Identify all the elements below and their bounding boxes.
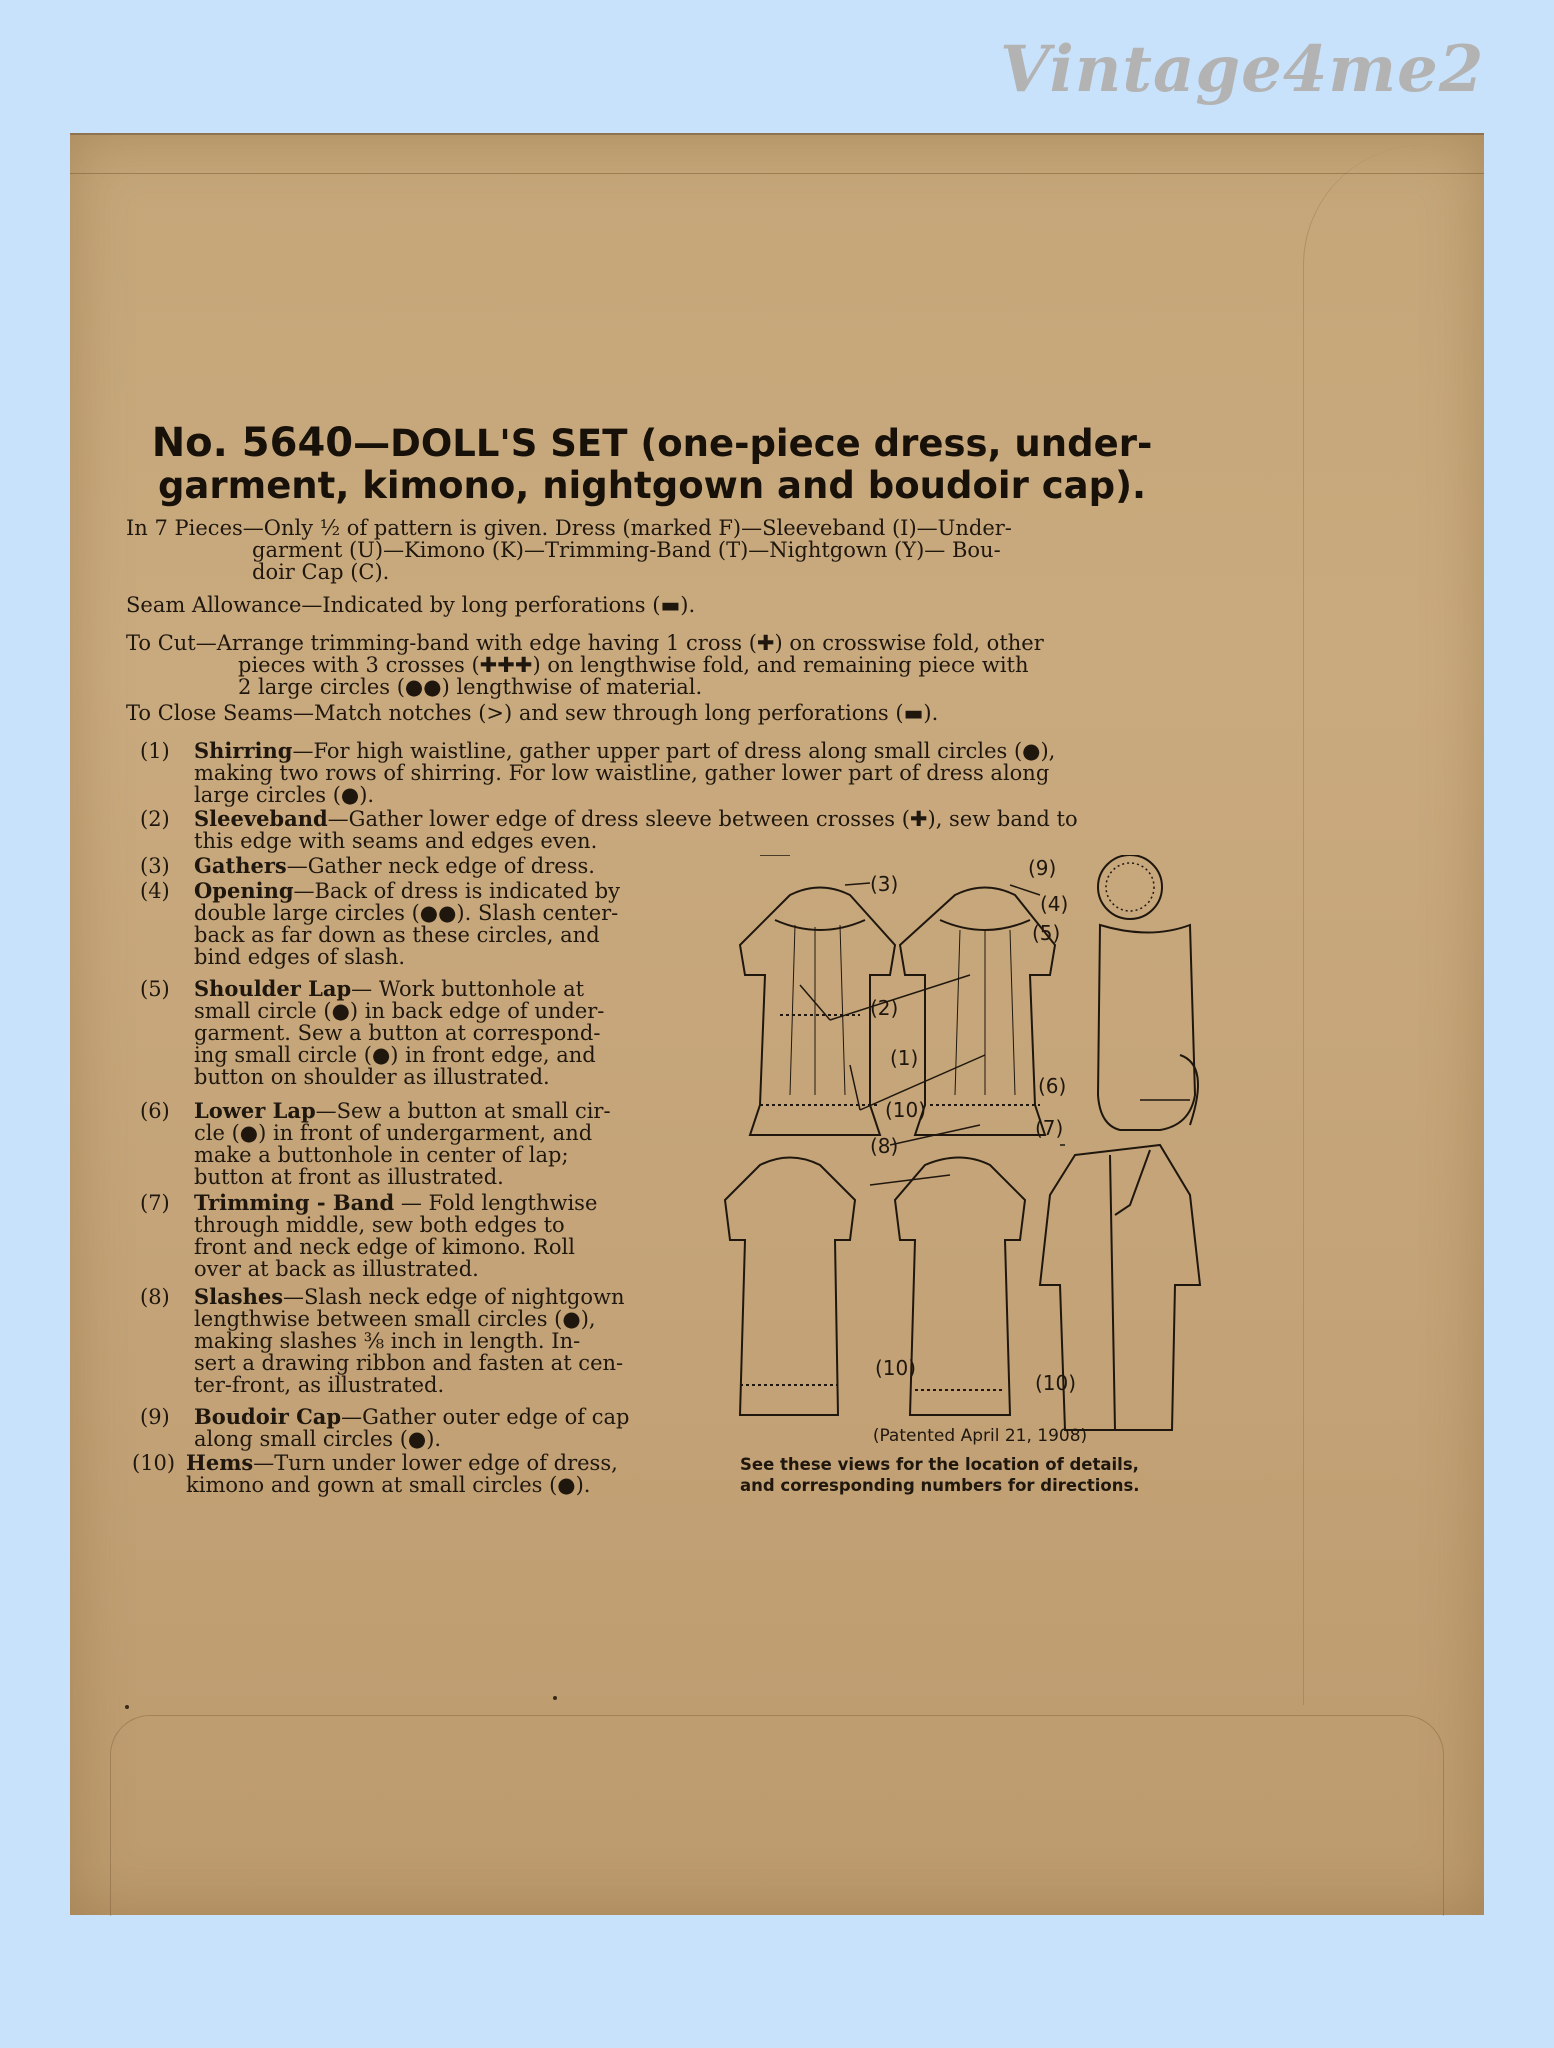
instruction-label: Opening	[194, 878, 294, 903]
instruction-line-text: kimono and gown at small circles (●).	[186, 1473, 591, 1497]
instruction-line	[194, 830, 1238, 852]
instruction-line	[194, 1374, 718, 1396]
pieces-line: garment (U)—Kimono (K)—Trimming-Band (T)—Nightgown (Y)— Bou-	[252, 538, 1001, 562]
instruction-line-text: —Gather outer edge of cap	[341, 1405, 630, 1429]
figure-caption	[740, 1454, 1230, 1496]
instruction-line	[194, 1066, 718, 1088]
instruction-number: (6)	[140, 1099, 170, 1123]
instruction-number: (3)	[140, 854, 170, 878]
instruction-text	[194, 1192, 718, 1280]
instruction-line-text: ing small circle (●) in front edge, and	[194, 1043, 596, 1067]
figure-label: (7)	[1035, 1116, 1064, 1140]
instruction-line-text: over at back as illustrated.	[194, 1257, 479, 1281]
instruction-line-text: — Fold lengthwise	[394, 1191, 598, 1215]
instruction-line	[194, 740, 1238, 762]
instruction-text	[194, 1406, 718, 1450]
instruction-label: Hems	[186, 1450, 254, 1475]
instruction-line-text: through middle, sew both edges to	[194, 1213, 565, 1237]
bottom-flap-crease	[110, 1715, 1444, 1916]
instruction-line	[194, 1406, 718, 1428]
instruction-line	[194, 1236, 718, 1258]
instruction-line	[194, 978, 718, 1000]
instruction-line	[194, 762, 1238, 784]
instruction-line-text: small circle (●) in back edge of under-	[194, 999, 605, 1023]
instruction-line	[194, 1122, 718, 1144]
instruction-line-text: —Slash neck edge of nightgown	[283, 1285, 625, 1309]
to-cut-line: 2 large circles (●●) lengthwise of material.	[238, 675, 703, 699]
instruction-text	[194, 740, 1238, 806]
instruction-number: (10)	[132, 1451, 176, 1475]
instruction-line-text: —For high waistline, gather upper part of dress along small circles (●),	[292, 739, 1056, 763]
instruction-line	[194, 1000, 718, 1022]
instruction-line	[194, 1044, 718, 1066]
instruction-line	[186, 1452, 710, 1474]
pieces-line: In 7 Pieces—Only ½ of pattern is given. Dress (marked F)—Sleeveband (I)—Under-	[126, 516, 1012, 540]
caption-line: and corresponding numbers for directions.	[740, 1476, 1140, 1495]
instruction-text	[194, 1286, 718, 1396]
instruction-line-text: button at front as illustrated.	[194, 1165, 504, 1189]
pattern-number: No. 5640	[151, 420, 354, 466]
instruction-line-text: cle (●) in front of undergarment, and	[194, 1121, 593, 1145]
paper-speck	[553, 1696, 557, 1700]
instruction-line-text: lengthwise between small circles (●),	[194, 1307, 596, 1331]
instruction-label: Lower Lap	[194, 1098, 316, 1123]
instruction-label: Slashes	[194, 1284, 284, 1309]
figure-label: (8)	[870, 1134, 899, 1158]
instruction-line-text: large circles (●).	[194, 783, 375, 807]
instruction-number: (1)	[140, 739, 170, 763]
instruction-line-text: button on shoulder as illustrated.	[194, 1065, 550, 1089]
instruction-line	[194, 855, 718, 877]
instruction-line	[194, 946, 718, 968]
instruction-line	[194, 1308, 718, 1330]
figure-label: (1)	[890, 1046, 919, 1070]
figure-label: (5)	[1032, 921, 1061, 945]
figure-label: (6)	[1038, 1074, 1067, 1098]
instruction-line	[194, 1428, 718, 1450]
instruction-line	[194, 880, 718, 902]
instruction-line-text: —Gather neck edge of dress.	[286, 854, 595, 878]
instruction-line-text: double large circles (●●). Slash center-	[194, 901, 619, 925]
paper-speck	[125, 1705, 129, 1709]
pattern-illustration	[720, 855, 1240, 1445]
figure-label: (9)	[1028, 856, 1057, 880]
watermark-logo: Vintage4me2	[1000, 32, 1485, 107]
instruction-line-text: — Work buttonhole at	[351, 977, 585, 1001]
caption-line: See these views for the location of details,	[740, 1455, 1139, 1474]
instruction-line-text: —Gather lower edge of dress sleeve between crosses (✚), sew band to	[327, 807, 1078, 831]
to-cut-line: To Cut—Arrange trimming-band with edge having 1 cross (✚) on crosswise fold, other	[126, 631, 1044, 655]
side-fold-crease	[1303, 145, 1484, 1705]
instruction-line-text: —Sew a button at small cir-	[315, 1099, 611, 1123]
instruction-text	[186, 1452, 710, 1496]
instruction-label: Shoulder Lap	[194, 976, 352, 1001]
instruction-label: Trimming - Band	[194, 1190, 395, 1215]
instruction-line	[194, 1352, 718, 1374]
instruction-label: Boudoir Cap	[194, 1404, 342, 1429]
instruction-label: Shirring	[194, 738, 293, 763]
boudoir-cap-drawing	[1098, 855, 1162, 919]
instruction-text	[194, 880, 718, 968]
instruction-line-text: make a buttonhole in center of lap;	[194, 1143, 569, 1167]
figure-label: (4)	[1040, 892, 1069, 916]
instruction-line	[186, 1474, 710, 1496]
instruction-line	[194, 1258, 718, 1280]
instruction-line-text: garment. Sew a button at correspond-	[194, 1021, 601, 1045]
instruction-line	[194, 1166, 718, 1188]
instruction-line-text: —Back of dress is indicated by	[293, 879, 621, 903]
instruction-line-text: front and neck edge of kimono. Roll	[194, 1235, 575, 1259]
instruction-line-text: ter-front, as illustrated.	[194, 1373, 445, 1397]
instruction-text	[194, 978, 718, 1088]
instruction-line	[194, 1330, 718, 1352]
instruction-line	[194, 1022, 718, 1044]
instruction-line-text: this edge with seams and edges even.	[194, 829, 598, 853]
figure-label: (10)	[885, 1098, 927, 1122]
instruction-label: Sleeveband	[194, 806, 328, 831]
instruction-line	[194, 1144, 718, 1166]
figure-label: (10)	[875, 1356, 917, 1380]
figure-label: (10)	[1035, 1371, 1077, 1395]
instruction-line	[194, 1286, 718, 1308]
instruction-text	[194, 855, 718, 877]
top-flap-crease	[70, 173, 1484, 174]
instruction-text	[194, 808, 1238, 852]
instruction-number: (4)	[140, 879, 170, 903]
figure-label: (2)	[870, 996, 899, 1020]
instruction-line-text: bind edges of slash.	[194, 945, 406, 969]
title-text: —DOLL'S SET (one-piece dress, under-garment, kimono, nightgown and boudoir cap).	[157, 422, 1153, 507]
instruction-text	[194, 1100, 718, 1188]
instruction-line-text: sert a drawing ribbon and fasten at cen-	[194, 1351, 624, 1375]
instruction-number: (8)	[140, 1285, 170, 1309]
instruction-line-text: —Turn under lower edge of dress,	[253, 1451, 618, 1475]
instruction-line	[194, 784, 1238, 806]
instruction-line	[194, 902, 718, 924]
instruction-number: (7)	[140, 1191, 170, 1215]
page-title	[72, 422, 1232, 507]
instruction-line	[194, 924, 718, 946]
figure-label: (3)	[870, 872, 899, 896]
instruction-number: (2)	[140, 807, 170, 831]
pieces-paragraph	[126, 517, 1228, 583]
close-seams-paragraph: To Close Seams—Match notches (>) and sew through long perforations (▬).	[126, 701, 939, 725]
to-cut-paragraph	[126, 632, 1228, 698]
pieces-line: doir Cap (C).	[252, 560, 390, 584]
instruction-line-text: making two rows of shirring. For low waistline, gather lower part of dress along	[194, 761, 1050, 785]
seam-allowance-paragraph: Seam Allowance—Indicated by long perforations (▬).	[126, 593, 696, 617]
instruction-line-text: making slashes ⅜ inch in length. In-	[194, 1329, 581, 1353]
instruction-line	[194, 1100, 718, 1122]
nightgown-front-drawing	[725, 1158, 855, 1416]
instruction-line	[194, 1214, 718, 1236]
instruction-line-text: back as far down as these circles, and	[194, 923, 600, 947]
instruction-line	[194, 808, 1238, 830]
instruction-label: Gathers	[194, 853, 287, 878]
instruction-line	[194, 1192, 718, 1214]
instruction-number: (5)	[140, 977, 170, 1001]
patent-note: (Patented April 21, 1908)	[872, 1426, 1088, 1446]
instruction-line-text: along small circles (●).	[194, 1427, 442, 1451]
to-cut-line: pieces with 3 crosses (✚✚✚) on lengthwise fold, and remaining piece with	[238, 653, 1029, 677]
instruction-number: (9)	[140, 1405, 170, 1429]
